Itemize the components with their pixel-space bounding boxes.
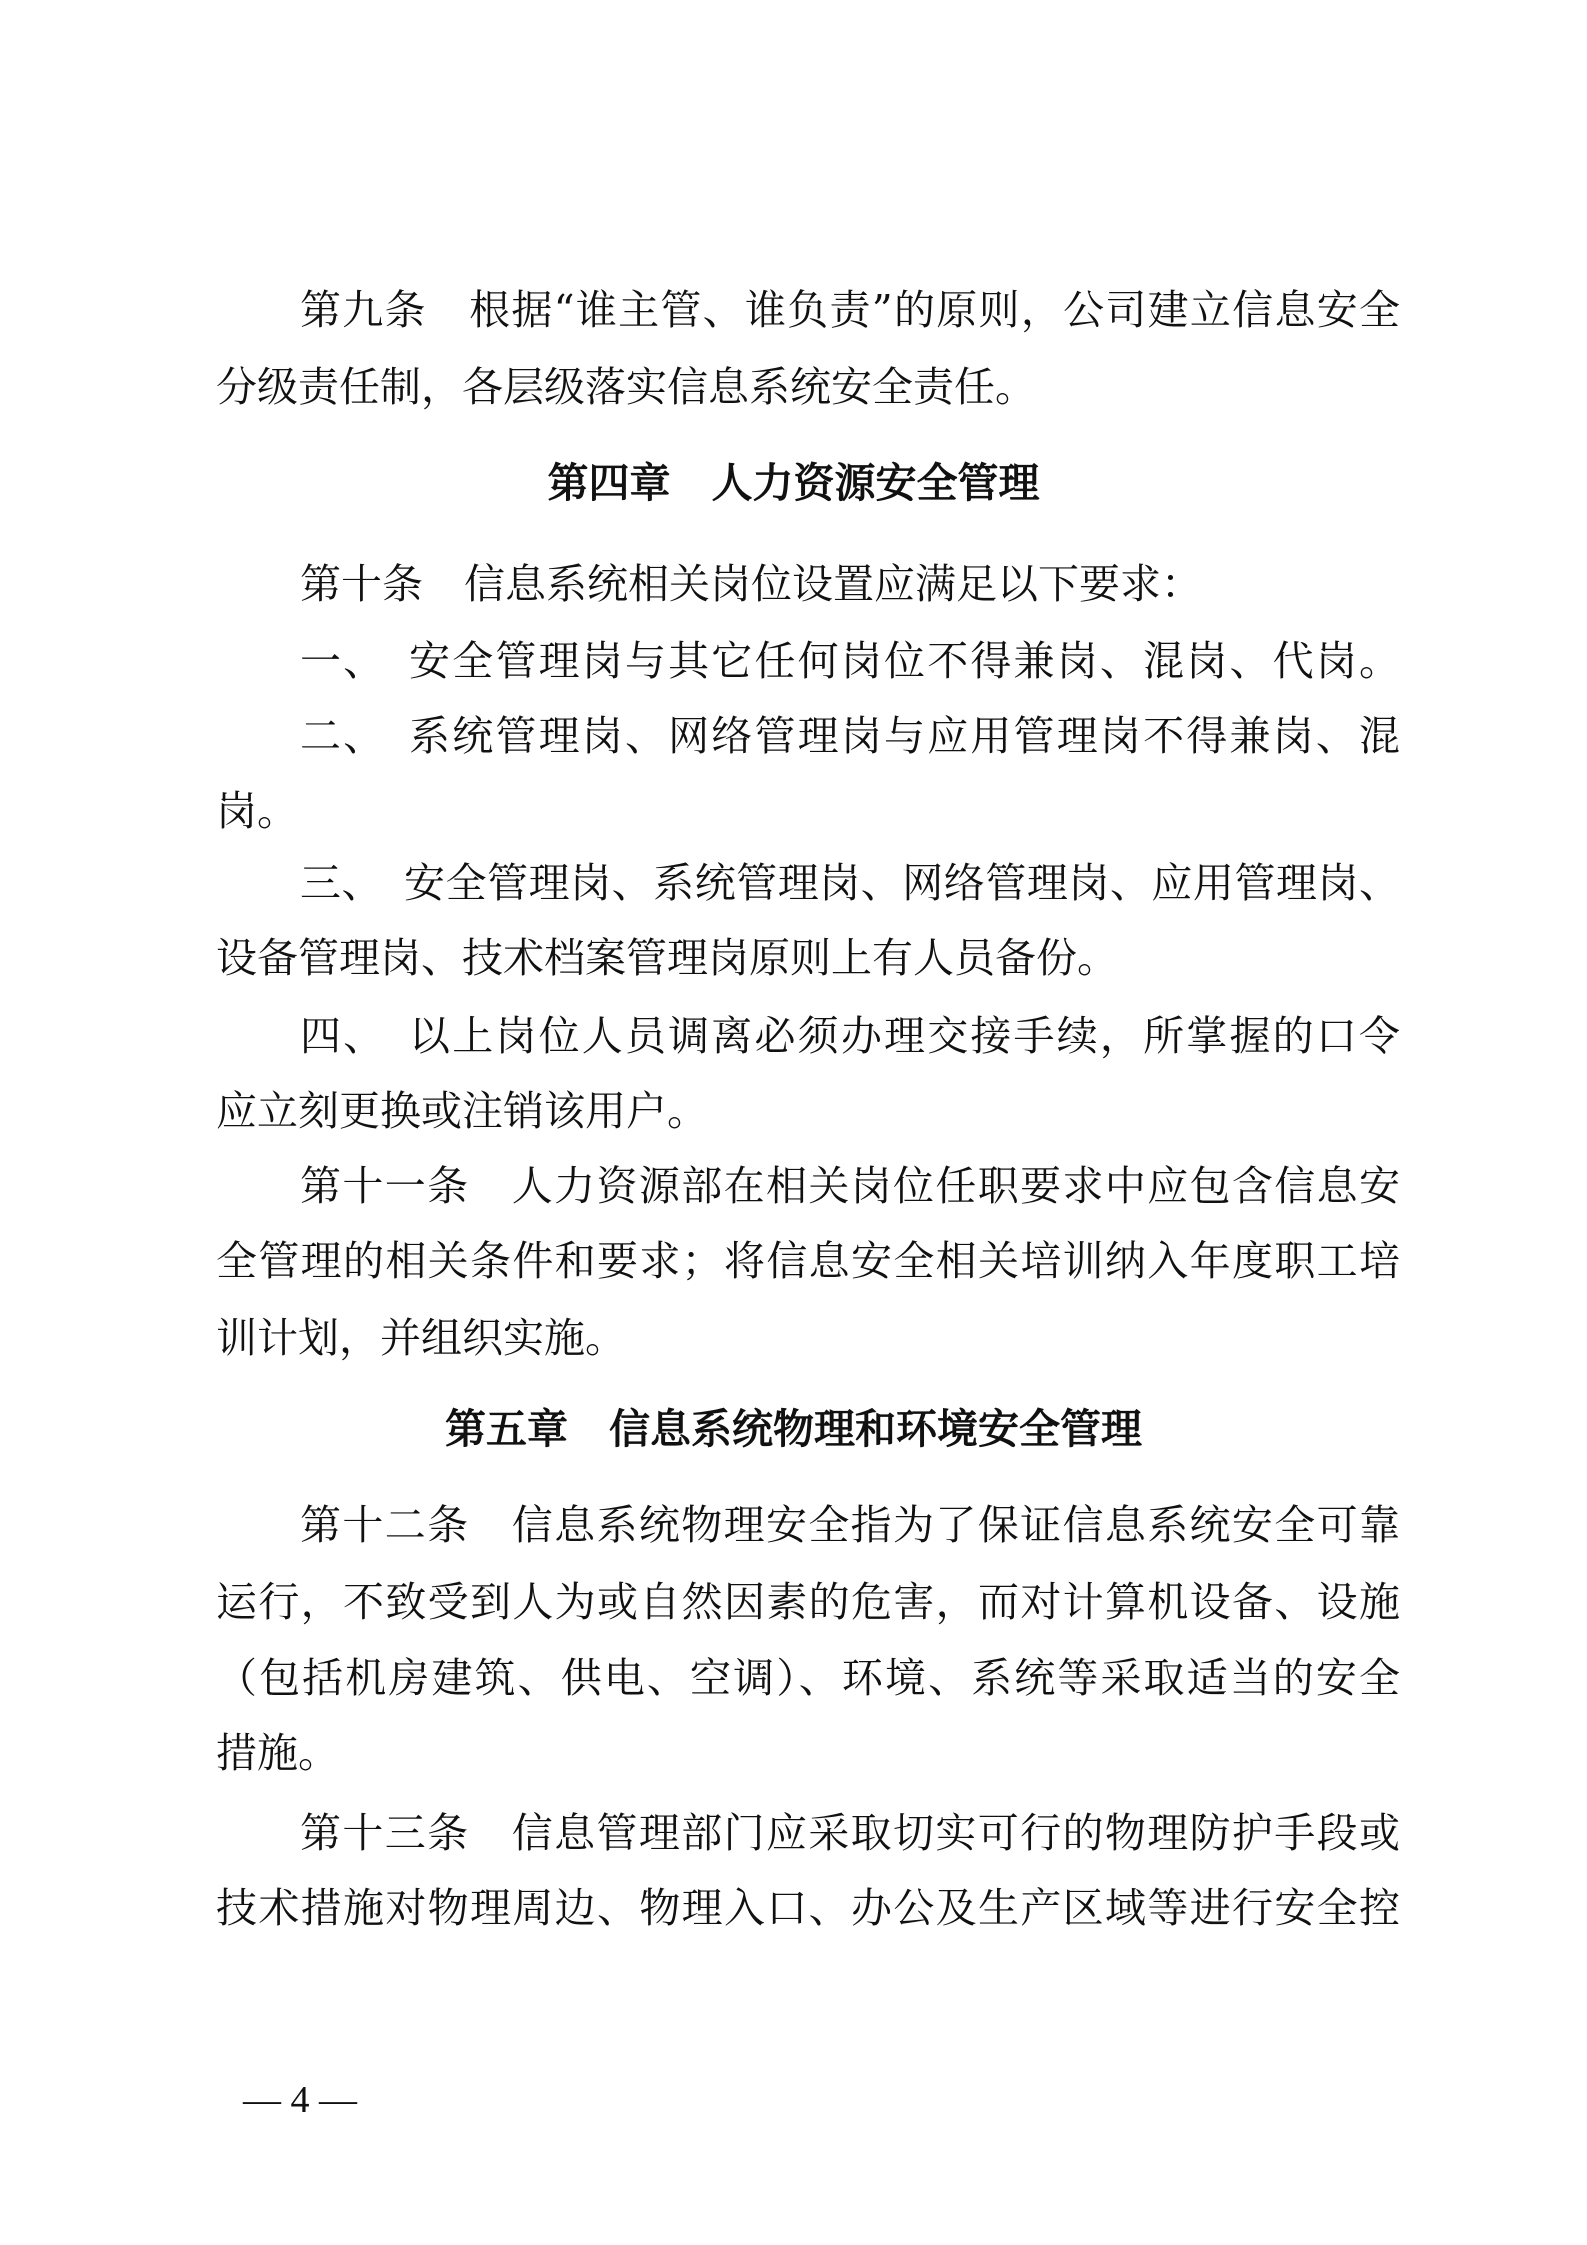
article-13-line-1: 第十三条 信息管理部门应采取切实可行的物理防护手段或: [300, 1809, 1400, 1857]
chapter-4-heading: 第四章 人力资源安全管理: [547, 459, 1040, 507]
article-10-item-2-line-1: 二、 系统管理岗、网络管理岗与应用管理岗不得兼岗、混: [300, 712, 1400, 760]
article-10-line-1: 第十条 信息系统相关岗位设置应满足以下要求：: [300, 560, 1202, 608]
article-10-item-3-line-1: 三、 安全管理岗、系统管理岗、网络管理岗、应用管理岗、: [300, 859, 1400, 907]
article-10-item-3-line-2: 设备管理岗、技术档案管理岗原则上有人员备份。: [216, 934, 1118, 982]
article-11-line-2: 全管理的相关条件和要求；将信息安全相关培训纳入年度职工培: [216, 1237, 1400, 1285]
article-10-item-4-line-1: 四、 以上岗位人员调离必须办理交接手续，所掌握的口令: [300, 1012, 1400, 1060]
article-11-line-3: 训计划，并组织实施。: [216, 1314, 626, 1362]
page-number: — 4 —: [243, 2079, 357, 2121]
article-13-line-2: 技术措施对物理周边、物理入口、办公及生产区域等进行安全控: [216, 1884, 1400, 1932]
article-10-item-1: 一、 安全管理岗与其它任何岗位不得兼岗、混岗、代岗。: [300, 637, 1400, 685]
article-12-line-3: （包括机房建筑、供电、空调）、环境、系统等采取适当的安全: [216, 1654, 1400, 1702]
chapter-5-heading: 第五章 信息系统物理和环境安全管理: [445, 1405, 1142, 1453]
article-11-line-1: 第十一条 人力资源部在相关岗位任职要求中应包含信息安: [300, 1162, 1400, 1210]
article-12-line-2: 运行，不致受到人为或自然因素的危害，而对计算机设备、设施: [216, 1578, 1400, 1626]
article-12-line-4: 措施。: [216, 1729, 339, 1777]
article-9-line-2: 分级责任制，各层级落实信息系统安全责任。: [216, 363, 1036, 411]
article-9-line-1: 第九条 根据“谁主管、谁负责”的原则，公司建立信息安全: [300, 286, 1400, 334]
article-12-line-1: 第十二条 信息系统物理安全指为了保证信息系统安全可靠: [300, 1501, 1400, 1549]
article-10-item-2-line-2: 岗。: [216, 787, 298, 835]
article-10-item-4-line-2: 应立刻更换或注销该用户。: [216, 1087, 708, 1135]
